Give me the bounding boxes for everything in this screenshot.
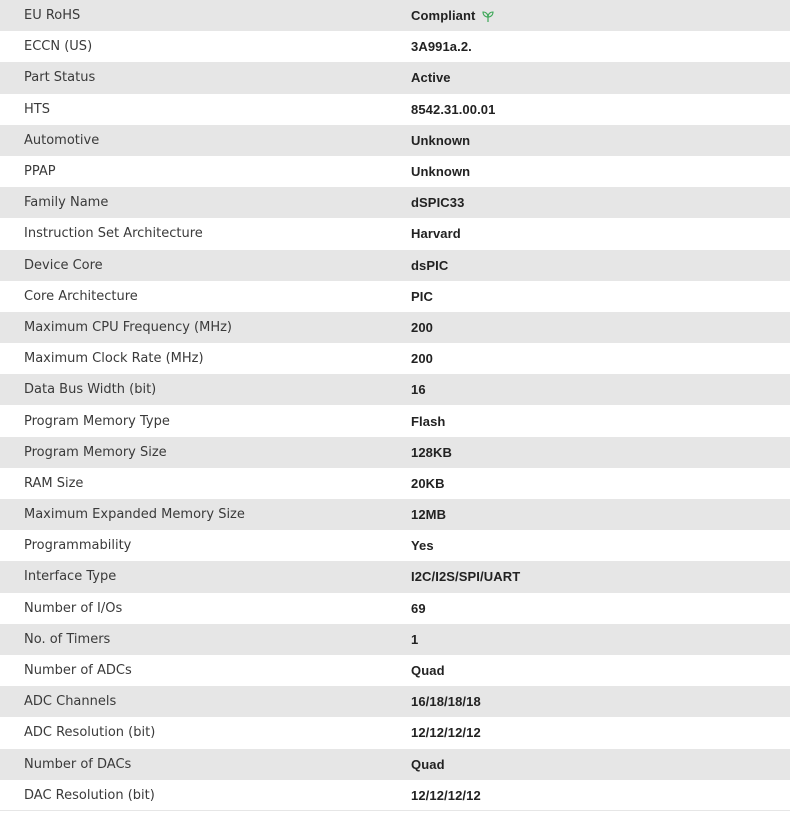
spec-label: Maximum CPU Frequency (MHz): [24, 319, 232, 335]
spec-value: Yes: [411, 538, 434, 554]
spec-row-hts: [0, 94, 790, 125]
spec-label: Program Memory Type: [24, 413, 170, 429]
spec-label: PPAP: [24, 164, 56, 180]
spec-value: PIC: [411, 288, 433, 304]
spec-value: 128KB: [411, 444, 452, 460]
spec-value: 200: [411, 351, 433, 367]
spec-value: Quad: [411, 663, 445, 679]
spec-row-device-core: [0, 250, 790, 281]
spec-value: Quad: [411, 756, 445, 772]
spec-label: EU RoHS: [24, 8, 81, 24]
spec-label: Programmability: [24, 538, 132, 554]
spec-value: Unknown: [411, 164, 471, 180]
spec-label: ADC Channels: [24, 694, 117, 710]
spec-value: Harvard: [411, 226, 461, 242]
spec-row-instruction-set: [0, 218, 790, 249]
spec-value: Unknown: [411, 132, 471, 148]
spec-label: DAC Resolution (bit): [0, 780, 411, 811]
spec-label: Family Name: [24, 195, 109, 211]
spec-value: I2C/I2S/SPI/UART: [411, 569, 521, 585]
spec-value: 16/18/18/18: [411, 694, 481, 710]
spec-row-number-of-ios: [0, 593, 790, 624]
spec-value: 1: [411, 631, 419, 647]
spec-value: Compliant: [411, 8, 476, 24]
spec-value: 16: [411, 382, 426, 398]
spec-value: 3A991a.2.: [411, 39, 472, 55]
spec-label: ADC Resolution (bit): [24, 725, 156, 741]
spec-label: Data Bus Width (bit): [24, 382, 157, 398]
spec-value: 12/12/12/12: [411, 780, 790, 811]
spec-row-ram-size: [0, 468, 790, 499]
spec-label: ECCN (US): [24, 39, 93, 55]
spec-row-core-architecture: [0, 281, 790, 312]
spec-label: Core Architecture: [24, 288, 138, 304]
spec-row-program-memory-size: [0, 437, 790, 468]
spec-label: Number of ADCs: [24, 663, 132, 679]
spec-row-adc-resolution: [0, 717, 790, 748]
spec-label: HTS: [24, 101, 50, 117]
spec-row-max-clock-rate: [0, 343, 790, 374]
spec-value: dSPIC33: [411, 195, 465, 211]
spec-row-number-of-timers: [0, 624, 790, 655]
spec-value: 12/12/12/12: [411, 725, 481, 741]
spec-label: Automotive: [24, 132, 100, 148]
spec-row-max-cpu-frequency: [0, 312, 790, 343]
spec-row-dac-resolution: [0, 780, 790, 811]
spec-row-number-of-adcs: [0, 655, 790, 686]
spec-row-eu-rohs: [0, 0, 790, 31]
spec-row-interface-type: [0, 561, 790, 592]
spec-row-max-expanded-memory: [0, 499, 790, 530]
spec-label: Instruction Set Architecture: [24, 226, 203, 242]
spec-label: No. of Timers: [24, 631, 111, 647]
spec-row-ppap: [0, 156, 790, 187]
spec-value: dsPIC: [411, 257, 449, 273]
leaf-icon: [481, 11, 495, 23]
spec-label: Maximum Clock Rate (MHz): [24, 351, 204, 367]
spec-row-family-name: [0, 187, 790, 218]
spec-value: 69: [411, 600, 426, 616]
spec-label: Program Memory Size: [24, 444, 167, 460]
spec-value: 200: [411, 319, 433, 335]
spec-value: 12MB: [411, 507, 447, 523]
spec-row-programmability: [0, 530, 790, 561]
spec-label: Part Status: [24, 70, 96, 86]
spec-label: Interface Type: [24, 569, 117, 585]
spec-row-eccn: [0, 31, 790, 62]
spec-row-program-memory-type: [0, 405, 790, 436]
spec-label: Number of DACs: [24, 756, 132, 772]
spec-label: RAM Size: [24, 475, 84, 491]
spec-value: Active: [411, 70, 451, 86]
spec-value-cell: [411, 0, 790, 31]
spec-row-adc-channels: [0, 686, 790, 717]
spec-row-automotive: [0, 125, 790, 156]
spec-row-part-status: [0, 62, 790, 93]
spec-row-data-bus-width: [0, 374, 790, 405]
spec-label: Number of I/Os: [24, 600, 123, 616]
spec-value: 20KB: [411, 475, 445, 491]
spec-value: 8542.31.00.01: [411, 101, 496, 117]
spec-row-number-of-dacs: [0, 749, 790, 780]
spec-label: Device Core: [24, 257, 103, 273]
spec-label: Maximum Expanded Memory Size: [24, 507, 245, 523]
spec-value: Flash: [411, 413, 446, 429]
